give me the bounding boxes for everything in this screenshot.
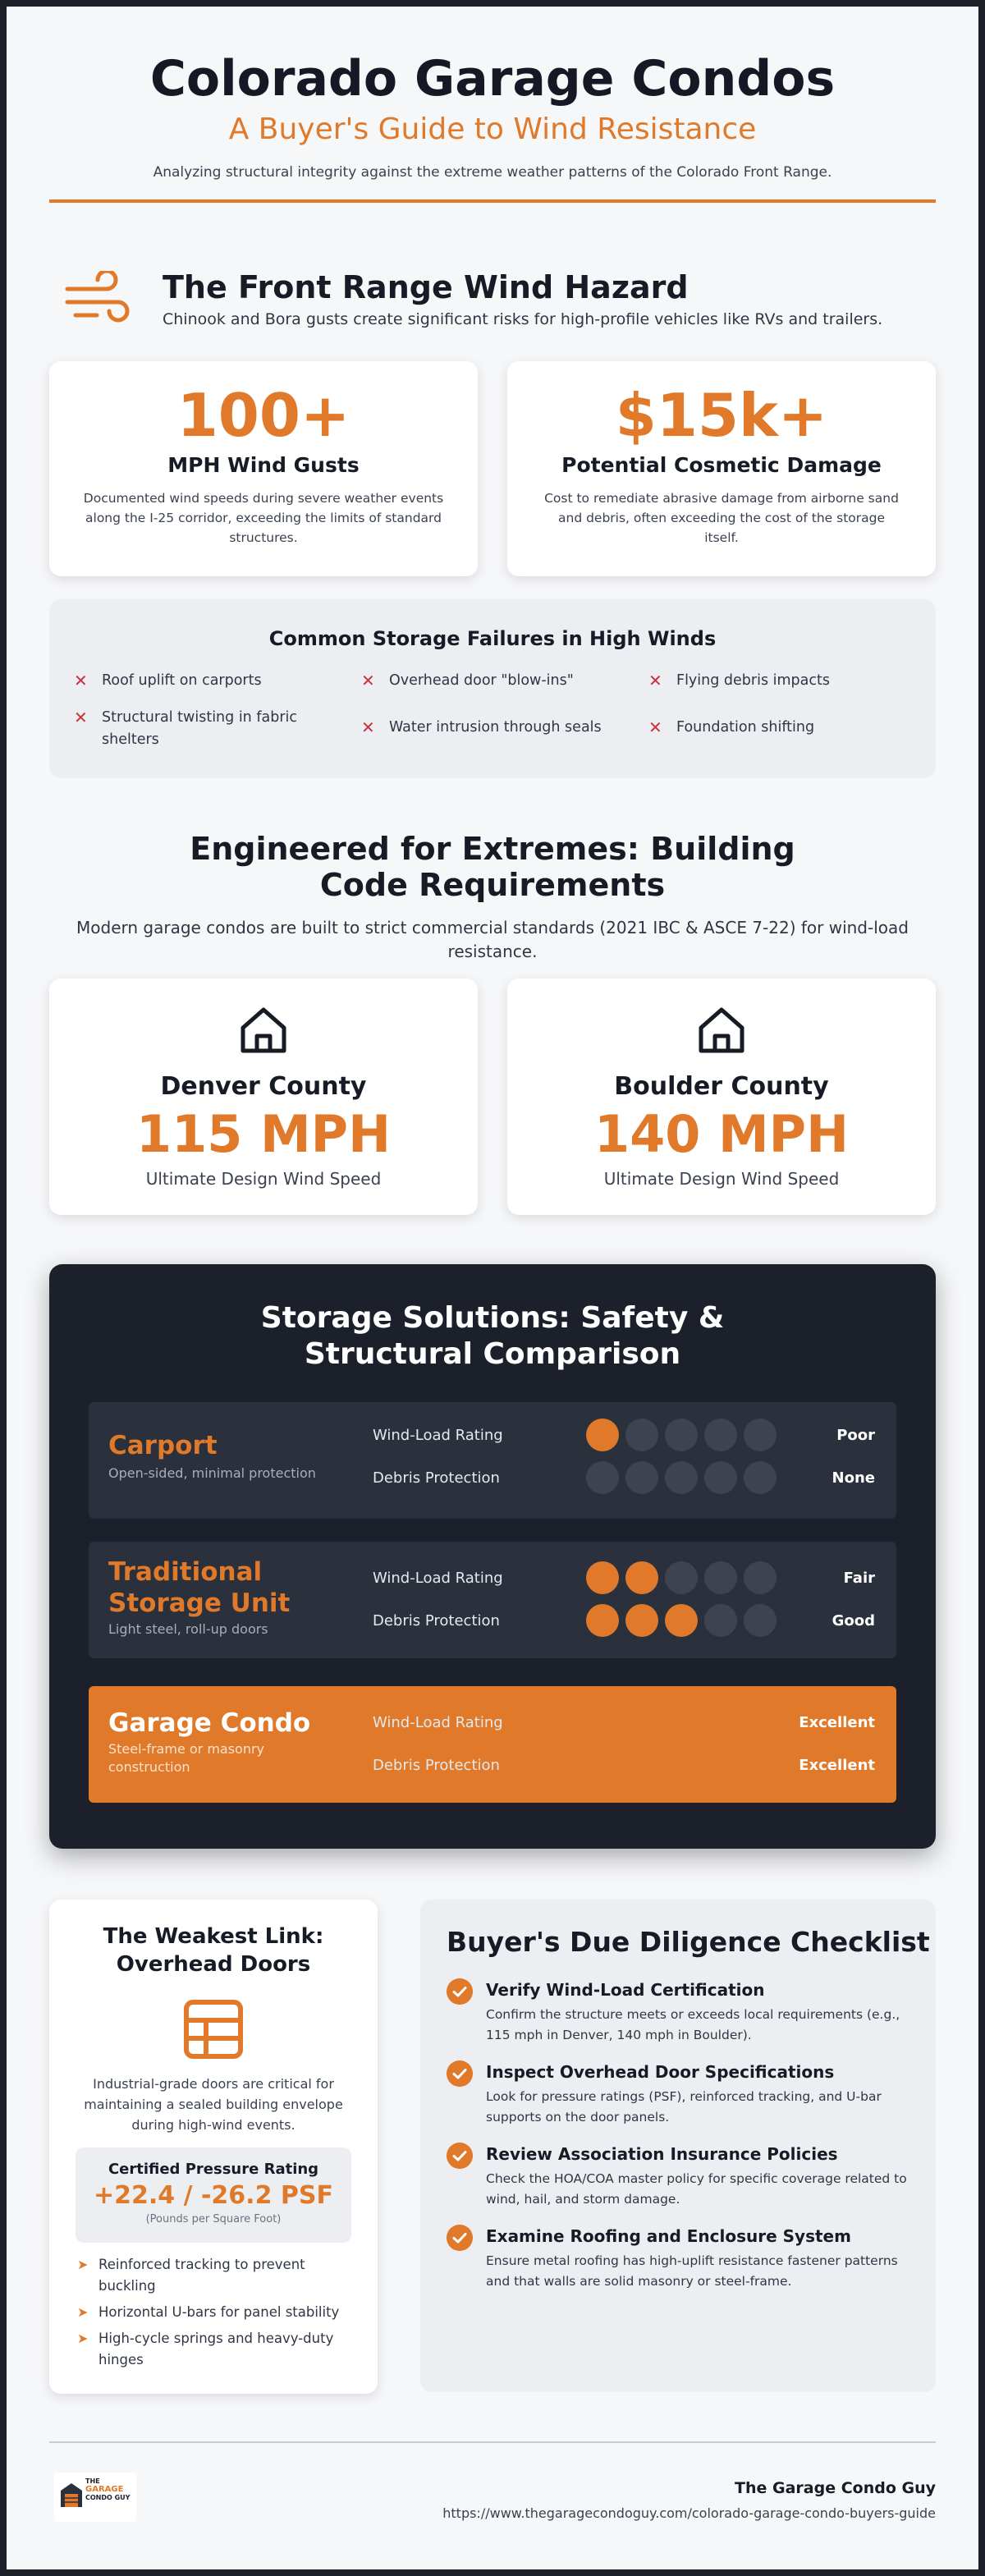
wind-icon <box>64 271 133 328</box>
wind-rating: Excellent <box>799 1714 875 1731</box>
page-title: Colorado Garage Condos <box>149 50 836 108</box>
score-dot-empty <box>744 1561 777 1594</box>
wind-speed: 140 MPH <box>593 1104 850 1164</box>
score-dot-empty <box>704 1604 737 1637</box>
checklist-item-desc: Check the HOA/COA master policy for specific coverage related to wind, hail, and storm damage. <box>486 2171 907 2207</box>
checklist-title: Buyer's Due Diligence Checklist <box>447 1926 930 1958</box>
row-title: Traditional Storage Unit <box>108 1557 291 1618</box>
debris-score-dots <box>586 1461 783 1494</box>
debris-rating: Excellent <box>799 1757 875 1774</box>
section-text: Modern garage condos are built to strict commercial standards (2021 IBC & ASCE 7-22) for wind-load resistance. <box>76 918 909 961</box>
score-dot-empty <box>704 1461 737 1494</box>
garage-logo-icon <box>59 2481 84 2509</box>
score-dot-filled <box>586 1419 619 1451</box>
list-item: ✕ Flying debris impacts <box>648 671 830 690</box>
header <box>49 49 936 181</box>
list-item: ➤ Horizontal U-bars for panel stability <box>76 2302 355 2323</box>
failures-title: Common Storage Failures in High Winds <box>268 627 717 650</box>
score-dot-empty <box>586 1461 619 1494</box>
row-subtitle: Open-sided, minimal protection <box>108 1465 316 1481</box>
wind-rating: Poor <box>836 1427 875 1444</box>
comparison-panel <box>49 1264 936 1849</box>
checklist-item-title: Inspect Overhead Door Specifications <box>486 2062 835 2082</box>
storage-failures-box <box>49 599 936 778</box>
arrow-right-icon: ➤ <box>77 2304 89 2320</box>
stat-description: Cost to remediate abrasive damage from airborne sand and debris, often exceeding the cost of the storage itself. <box>544 491 899 545</box>
stat-value: $15k+ <box>615 381 828 450</box>
list-item: ✕ Foundation shifting <box>648 717 815 737</box>
door-features-list <box>76 2254 355 2376</box>
check-circle-icon <box>447 2060 473 2087</box>
score-dot-empty <box>665 1461 698 1494</box>
footer-divider <box>49 2441 936 2443</box>
pressure-value: +22.4 / -26.2 PSF <box>93 2181 333 2210</box>
company-logo <box>54 2473 136 2522</box>
stat-label: Potential Cosmetic Damage <box>561 453 882 477</box>
county-name: Boulder County <box>614 1072 829 1101</box>
score-dot-empty <box>744 1419 777 1451</box>
list-item: ✕ Overhead door "blow-ins" <box>361 671 574 690</box>
x-icon: ✕ <box>74 708 88 727</box>
wind-speed-label: Ultimate Design Wind Speed <box>603 1169 840 1189</box>
score-dot-empty <box>625 1461 658 1494</box>
checklist-item-desc: Confirm the structure meets or exceeds local requirements (e.g., 115 mph in Denver, 140 mph in Boulder). <box>486 2007 900 2042</box>
card-text: Industrial-grade doors are critical for maintaining a sealed building envelope during high-wind events. <box>84 2076 343 2133</box>
stat-card-wind-gusts <box>49 361 478 576</box>
x-icon: ✕ <box>361 717 375 737</box>
infographic-page <box>7 7 978 2569</box>
wind-speed: 115 MPH <box>135 1104 392 1164</box>
comparison-row-storage-unit <box>89 1542 896 1658</box>
score-dot-filled <box>665 1604 698 1637</box>
header-divider <box>49 199 936 203</box>
list-item: ➤ High-cycle springs and heavy-duty hinges <box>76 2328 355 2371</box>
list-item: ✕ Roof uplift on carports <box>74 671 262 690</box>
score-dot-empty <box>665 1419 698 1451</box>
metric-label-debris: Debris Protection <box>373 1757 500 1774</box>
pressure-rating-box <box>76 2147 351 2243</box>
score-dot-empty <box>744 1604 777 1637</box>
check-circle-icon <box>447 2225 473 2251</box>
garage-door-icon <box>182 1998 245 2060</box>
debris-rating: None <box>832 1469 875 1487</box>
score-dot-empty <box>744 1461 777 1494</box>
hazard-text: Chinook and Bora gusts create significant risks for high-profile vehicles like RVs and trailers. <box>163 310 883 328</box>
checklist-item-desc: Ensure metal roofing has high-uplift resistance fastener patterns and that walls are solid masonry or steel-frame. <box>486 2253 898 2289</box>
score-dot-filled <box>625 1604 658 1637</box>
list-item: ✕ Water intrusion through seals <box>361 717 602 737</box>
pressure-unit: (Pounds per Square Foot) <box>145 2213 282 2225</box>
building-code-header <box>49 831 936 964</box>
score-dot-filled <box>586 1604 619 1637</box>
score-dot-empty <box>704 1419 737 1451</box>
row-title: Carport <box>108 1431 218 1460</box>
x-icon: ✕ <box>648 671 662 690</box>
wind-score-dots <box>586 1561 783 1594</box>
x-icon: ✕ <box>74 671 88 690</box>
footer-url[interactable]: https://www.thegaragecondoguy.com/colorado-garage-condo-buyers-guide <box>442 2505 936 2521</box>
wind-speed-label: Ultimate Design Wind Speed <box>145 1169 382 1189</box>
debris-score-dots <box>586 1604 783 1637</box>
county-card-boulder <box>507 979 936 1215</box>
stat-value: 100+ <box>176 381 350 450</box>
county-name: Denver County <box>160 1072 367 1101</box>
wind-score-dots <box>586 1419 783 1451</box>
x-icon: ✕ <box>361 671 375 690</box>
arrow-right-icon: ➤ <box>77 2331 89 2346</box>
checklist-item-title: Examine Roofing and Enclosure System <box>486 2226 851 2246</box>
metric-label-debris: Debris Protection <box>373 1612 500 1629</box>
pressure-title: Certified Pressure Rating <box>108 2161 319 2178</box>
checklist-item-title: Review Association Insurance Policies <box>486 2144 838 2164</box>
list-item: ➤ Reinforced tracking to prevent buckling <box>76 2254 355 2297</box>
checklist-item-title: Verify Wind-Load Certification <box>486 1980 765 2000</box>
stat-label: MPH Wind Gusts <box>167 453 360 477</box>
metric-label-debris: Debris Protection <box>373 1469 500 1487</box>
row-subtitle: Light steel, roll-up doors <box>108 1621 268 1637</box>
row-title: Garage Condo <box>108 1708 311 1738</box>
stat-card-cosmetic-damage <box>507 361 936 576</box>
score-dot-filled <box>625 1561 658 1594</box>
due-diligence-checklist <box>420 1900 936 2392</box>
metric-label-wind: Wind-Load Rating <box>373 1570 503 1587</box>
x-icon: ✕ <box>648 717 662 737</box>
page-subtitle: A Buyer's Guide to Wind Resistance <box>228 112 757 146</box>
stat-description: Documented wind speeds during severe weather events along the I-25 corridor, exceeding the limits of standard structures. <box>83 491 444 545</box>
logo-wordmark: THE GARAGE CONDO GUY <box>85 2477 131 2501</box>
score-dot-empty <box>625 1419 658 1451</box>
list-item: ✕ Structural twisting in fabric shelters <box>74 708 298 748</box>
overhead-doors-card <box>49 1900 378 2394</box>
comparison-title: Storage Solutions: Safety & Structural Comparison <box>260 1301 725 1371</box>
comparison-row-garage-condo <box>89 1686 896 1803</box>
score-dot-empty <box>665 1561 698 1594</box>
house-icon <box>236 1003 291 1057</box>
score-dot-filled <box>586 1561 619 1594</box>
house-icon <box>694 1003 749 1057</box>
hazard-title: The Front Range Wind Hazard <box>163 269 689 305</box>
hazard-header <box>49 263 936 337</box>
section-title: Engineered for Extremes: Building Code Requirements <box>190 831 795 903</box>
header-intro: Analyzing structural integrity against the extreme weather patterns of the Colorado Front Range. <box>153 164 832 181</box>
score-dot-empty <box>704 1561 737 1594</box>
comparison-row-carport <box>89 1402 896 1519</box>
checklist-item-desc: Look for pressure ratings (PSF), reinforced tracking, and U-bar supports on the door panels. <box>486 2089 882 2125</box>
debris-rating: Good <box>832 1612 875 1629</box>
check-circle-icon <box>447 2143 473 2169</box>
metric-label-wind: Wind-Load Rating <box>373 1714 503 1731</box>
arrow-right-icon: ➤ <box>77 2257 89 2272</box>
row-subtitle: Steel-frame or masonry construction <box>108 1741 265 1775</box>
check-circle-icon <box>447 1978 473 2005</box>
county-card-denver <box>49 979 478 1215</box>
footer-brand-name: The Garage Condo Guy <box>735 2479 936 2497</box>
metric-label-wind: Wind-Load Rating <box>373 1427 503 1444</box>
wind-rating: Fair <box>843 1570 875 1587</box>
card-title: The Weakest Link: Overhead Doors <box>103 1924 324 1977</box>
